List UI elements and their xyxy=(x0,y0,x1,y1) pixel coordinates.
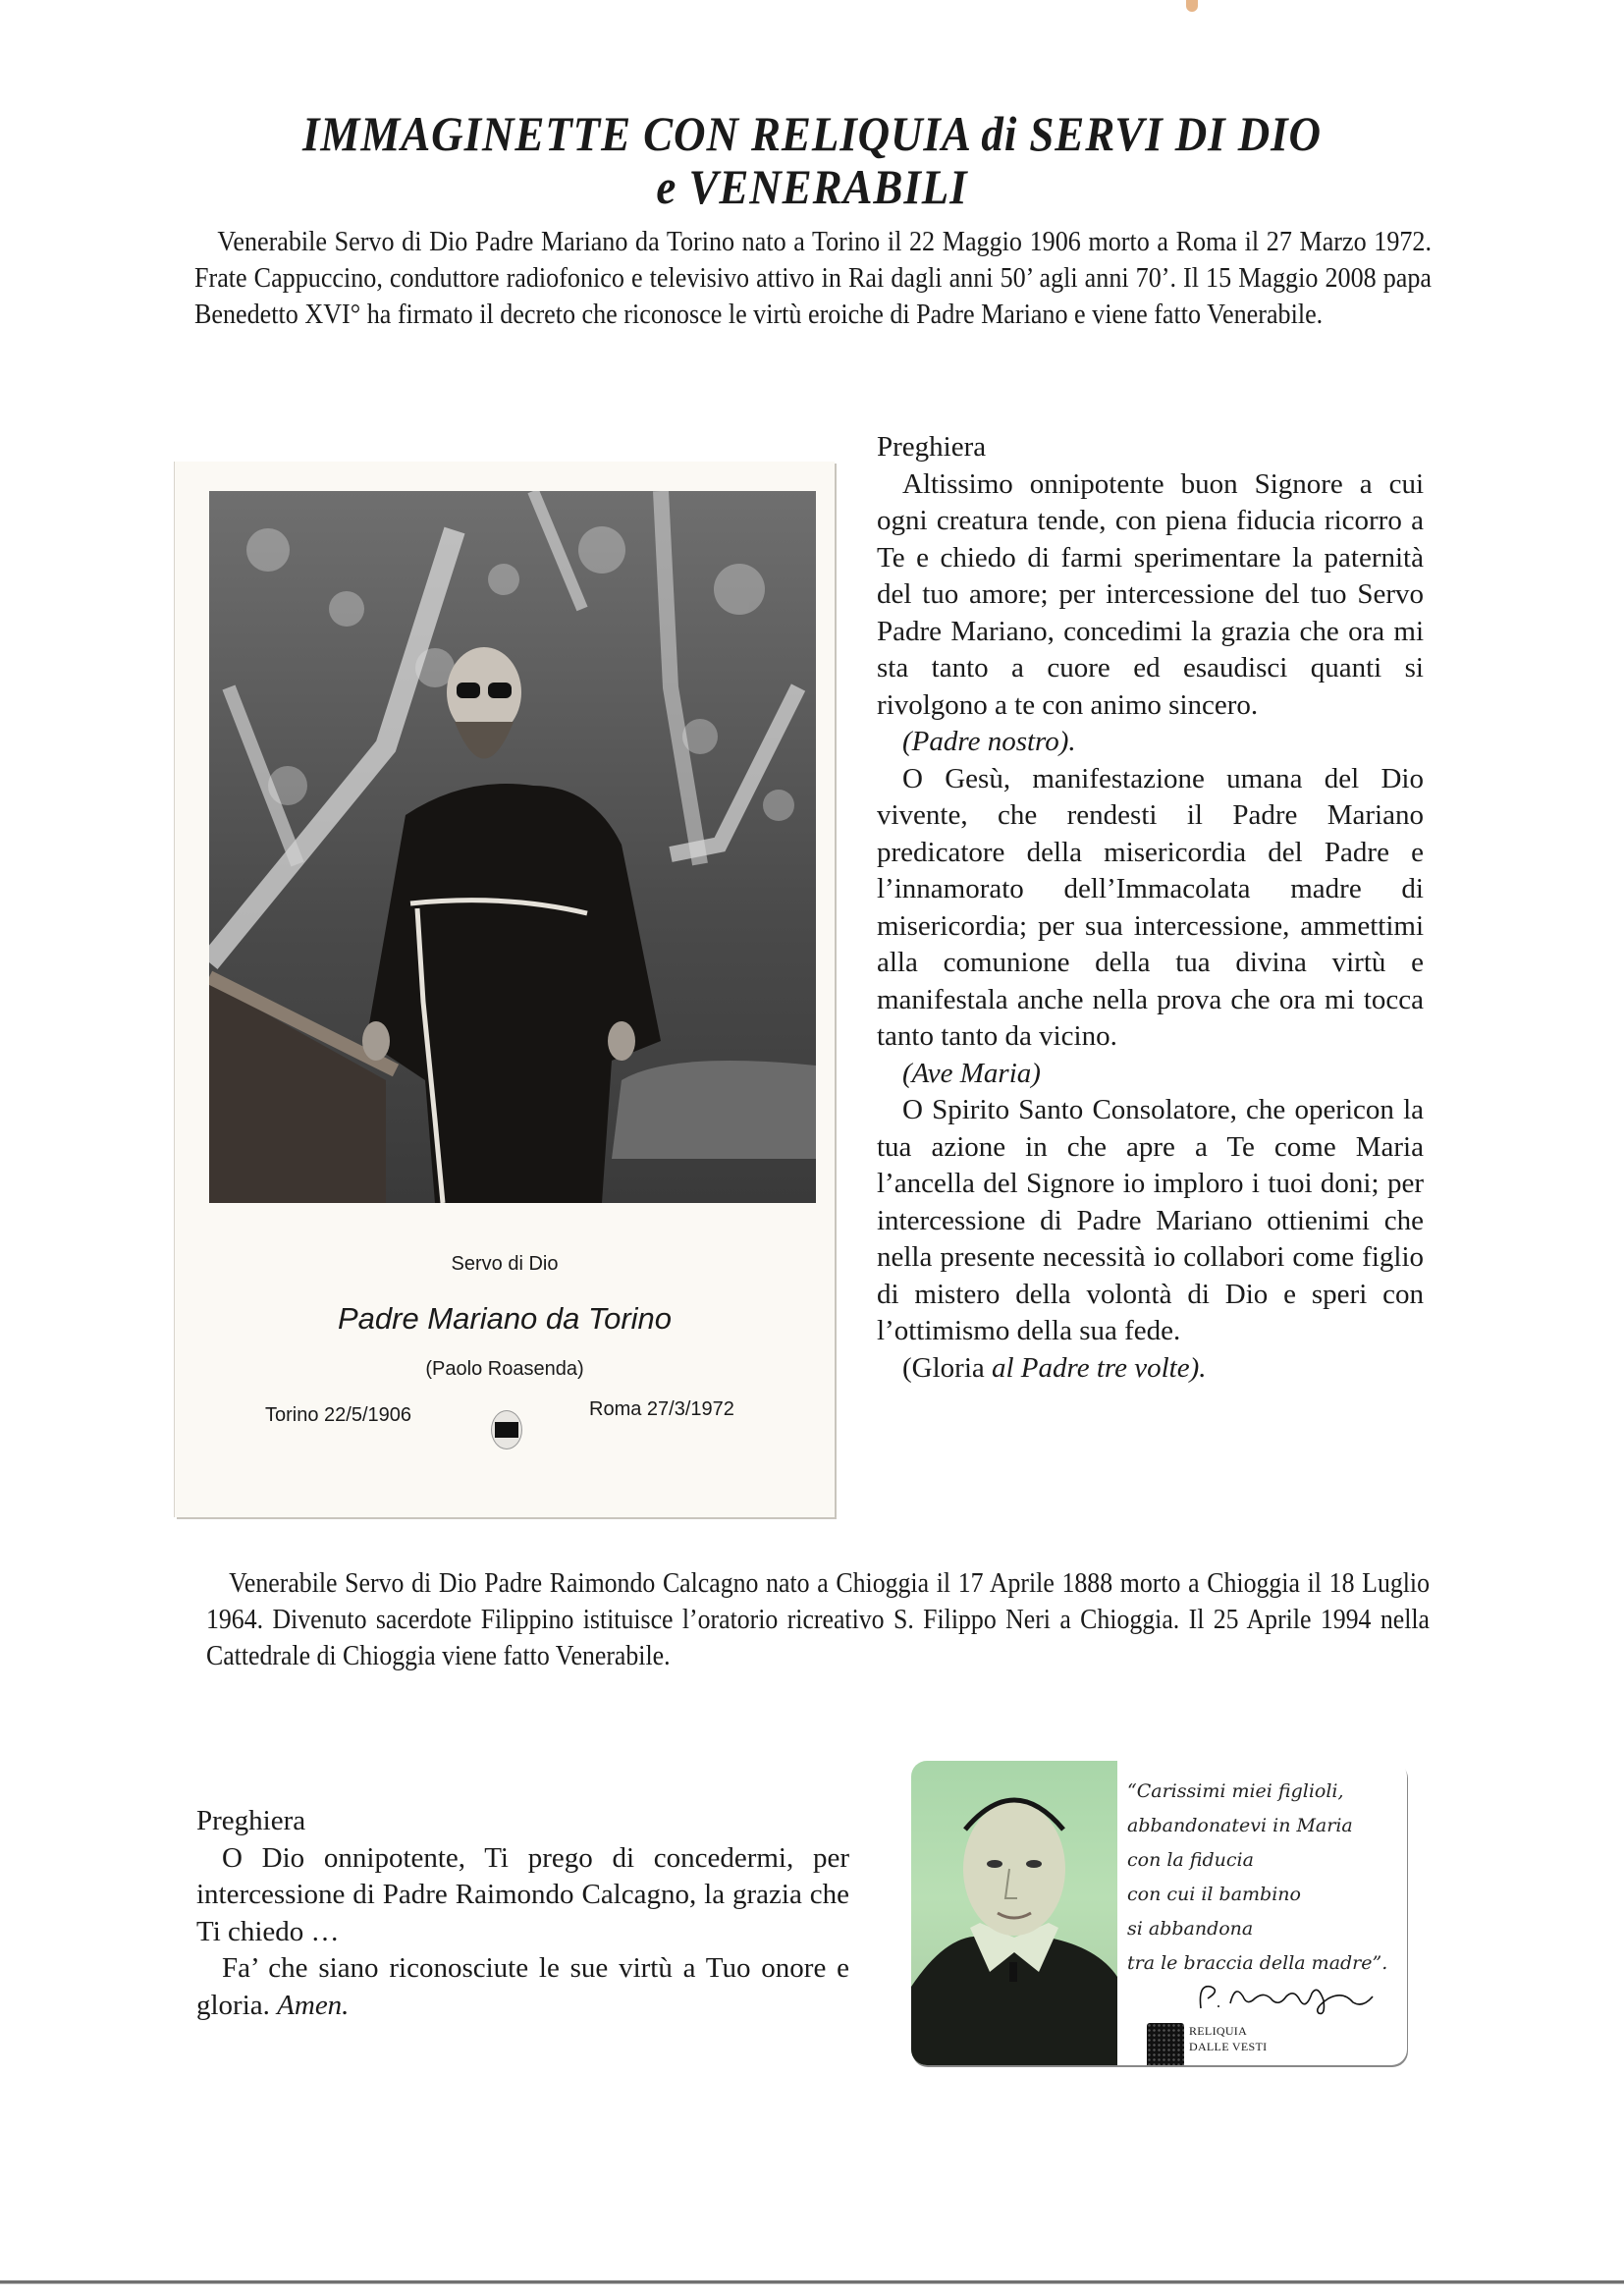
quote-line: abbandonatevi in Maria xyxy=(1127,1815,1353,1836)
prayer-2-paragraph-2 xyxy=(196,1950,849,2024)
bottom-scan-edge xyxy=(0,2280,1624,2284)
holy-card-padre-raimondo xyxy=(911,1761,1407,2065)
photo-padre-raimondo-illustration xyxy=(911,1761,1117,2065)
photo-padre-mariano-illustration xyxy=(209,491,816,1203)
relic-cloth xyxy=(1147,2023,1184,2065)
card-birth-date: Torino 22/5/1906 xyxy=(265,1404,412,1426)
holy-card-padre-mariano xyxy=(175,462,835,1517)
relic-label-line-2: DALLE VESTI xyxy=(1189,2040,1268,2053)
prayer-paragraph-3: O Spirito Santo Consolatore, che opericon la tua azione in che apre a Te come Maria l’ancella del Signore io imploro i tuoi doni; per intercessione di Padre Mariano ottienimi che nella presente necessità io collabori come figlio di mistero della volontà di Dio e speri con l’ottimismo della sua fede. xyxy=(877,1094,1424,1346)
card-quote xyxy=(1127,1775,1407,1981)
prayer-response-3-a: (Gloria xyxy=(902,1351,992,1384)
prayer-2-paragraph-2-a: Fa’ che siano riconosciute le sue virtù a Tuo onore e gloria. xyxy=(196,1952,849,2021)
prayer-padre-raimondo xyxy=(196,1803,849,2024)
signature-image xyxy=(1196,1979,1382,2018)
prayer-heading: Preghiera xyxy=(877,431,987,463)
photo-padre-mariano xyxy=(209,491,816,1203)
photo-padre-raimondo xyxy=(911,1761,1117,2065)
card-death-date: Roma 27/3/1972 xyxy=(589,1398,734,1420)
page-title-line-2: e VENERABILI xyxy=(656,159,968,214)
quote-line: si abbandona xyxy=(1127,1918,1254,1940)
prayer-response-2: (Ave Maria) xyxy=(902,1057,1041,1089)
prayer-2-heading: Preghiera xyxy=(196,1805,306,1836)
page-title-line-1: IMMAGINETTE CON RELIQUIA di SERVI DI DIO xyxy=(302,106,1322,161)
prayer-paragraph-2: O Gesù, manifestazione umana del Dio vivente, che rendesti il Padre Mariano predicatore della misericordia del Padre e l’innamorato dell’Immacolata madre di misericordia; per sua intercessione, ammettimi alla comunione della tua divina virtù e manifestala anche nella prova che ora mi tocca tanto tanto da vicino. xyxy=(877,762,1424,1052)
quote-line: con la fiducia xyxy=(1127,1849,1254,1871)
prayer-response-3 xyxy=(877,1350,1424,1388)
intro-padre-raimondo: Venerabile Servo di Dio Padre Raimondo Calcagno nato a Chioggia il 17 Aprile 1888 morto a Chioggia il 18 Luglio 1964. Divenuto sacerdote Filippino istituisce l’oratorio ricreativo S. Filippo Neri a Chioggia. Il 25 Aprile 1994 nella Cattedrale di Chioggia viene fatto Venerabile. xyxy=(206,1567,1430,1671)
card-birth-name: (Paolo Roasenda) xyxy=(425,1358,584,1380)
prayer-2-paragraph-1: O Dio onnipotente, Ti prego di concedermi, per intercessione di Padre Raimondo Calcagno, la grazia che Ti chiedo … xyxy=(196,1841,849,1947)
prayer-response-1: (Padre nostro). xyxy=(902,726,1076,757)
relic-window xyxy=(491,1410,522,1449)
prayer-paragraph-1: Altissimo onnipotente buon Signore a cui ogni creatura tende, con piena fiducia ricorro a Te e chiedo di farmi sperimentare la paternità del tuo amore; per intercessione del tuo Servo Padre Mariano, concedimi la grazia che ora mi sta tanto a cuore ed esaudisci quanti si rivolgono a te con animo sincero. xyxy=(877,467,1424,721)
card-label-servo-di-dio: Servo di Dio xyxy=(451,1253,559,1275)
intro-padre-mariano: Venerabile Servo di Dio Padre Mariano da Torino nato a Torino il 22 Maggio 1906 morto a Roma il 27 Marzo 1972. Frate Cappuccino, conduttore radiofonico e televisivo attivo in Rai dagli anni 50’ agli anni 70’. Il 15 Maggio 2008 papa Benedetto XVI° ha firmato il decreto che riconosce le virtù eroiche di Padre Mariano e viene fatto Venerabile. xyxy=(194,226,1432,330)
prayer-response-3-b: al Padre tre volte). xyxy=(992,1351,1207,1384)
prayer-2-amen: Amen. xyxy=(277,1989,350,2021)
prayer-padre-mariano xyxy=(877,429,1424,1387)
quote-line: tra le braccia della madre”. xyxy=(1127,1952,1388,1974)
paper-stain xyxy=(1186,0,1198,12)
relic-label-line-1: RELIQUIA xyxy=(1189,2024,1248,2038)
card-name: Padre Mariano da Torino xyxy=(337,1301,673,1336)
quote-line: “Carissimi miei figlioli, xyxy=(1127,1780,1344,1802)
quote-line: con cui il bambino xyxy=(1127,1884,1301,1905)
